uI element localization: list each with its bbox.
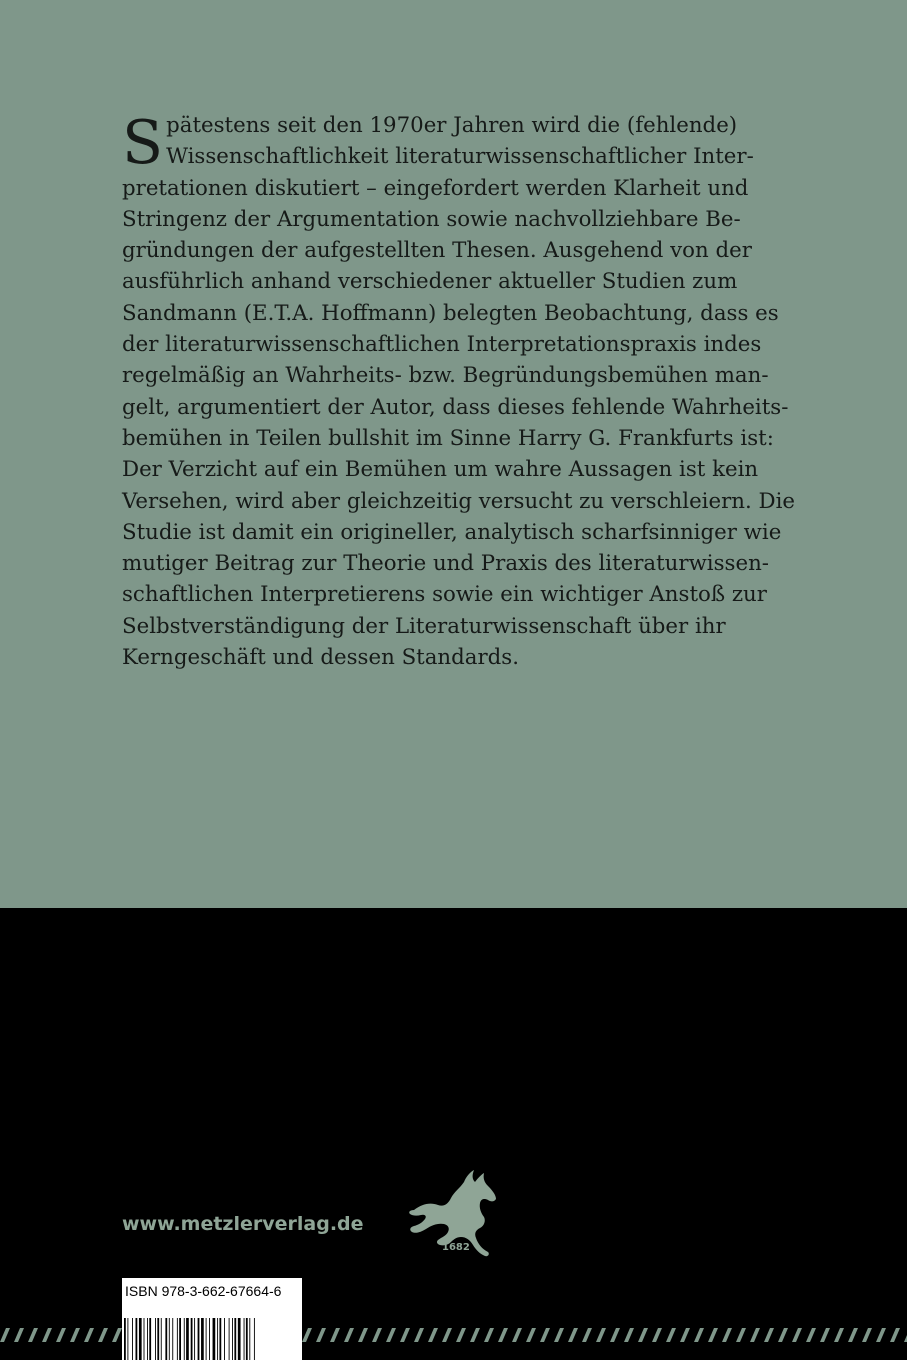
barcode-bar bbox=[194, 1318, 195, 1360]
drop-cap: S bbox=[122, 108, 164, 178]
barcode-bar bbox=[136, 1318, 138, 1360]
border-tick bbox=[330, 1328, 340, 1342]
barcode-bar bbox=[165, 1318, 167, 1360]
isbn-number: ISBN 978-3-662-67664-6 bbox=[125, 1283, 282, 1299]
barcode-bar bbox=[132, 1318, 133, 1360]
barcode-bar bbox=[161, 1318, 162, 1360]
border-tick bbox=[414, 1328, 424, 1342]
barcode-bar bbox=[234, 1318, 236, 1360]
border-tick bbox=[344, 1328, 354, 1342]
barcode-bar bbox=[147, 1318, 148, 1360]
publisher-url[interactable]: www.metzlerverlag.de bbox=[122, 1213, 364, 1235]
barcode-bar bbox=[124, 1318, 126, 1360]
border-tick bbox=[442, 1328, 452, 1342]
barcode-bar bbox=[127, 1318, 128, 1360]
border-tick bbox=[568, 1328, 578, 1342]
border-tick bbox=[666, 1328, 676, 1342]
blurb-line: Der Verzicht auf ein Bemühen um wahre Aussagen ist kein bbox=[122, 457, 759, 483]
blurb-line: ausführlich anhand verschiedener aktueller Studien zum bbox=[122, 269, 738, 295]
border-tick bbox=[610, 1328, 620, 1342]
border-tick bbox=[694, 1328, 704, 1342]
blurb-line: pätestens seit den 1970er Jahren wird die (fehlende) bbox=[166, 113, 738, 138]
barcode-bar bbox=[184, 1318, 185, 1360]
barcode-bar bbox=[244, 1318, 245, 1360]
border-tick bbox=[680, 1328, 690, 1342]
border-tick bbox=[582, 1328, 592, 1342]
blurb-line: Studie ist damit ein origineller, analytisch scharfsinniger wie bbox=[122, 519, 782, 545]
border-tick bbox=[820, 1328, 830, 1342]
blurb-line: der literaturwissenschaftlichen Interpretationspraxis indes bbox=[122, 332, 762, 358]
border-tick bbox=[84, 1328, 94, 1342]
barcode-bar bbox=[229, 1318, 230, 1360]
barcode-bar bbox=[246, 1318, 248, 1360]
barcode-bar bbox=[172, 1318, 173, 1360]
barcode-bar bbox=[186, 1318, 189, 1360]
border-tick bbox=[428, 1328, 438, 1342]
blurb-line: pretationen diskutiert – eingefordert werden Klarheit und bbox=[122, 175, 749, 201]
barcode-bar bbox=[169, 1318, 170, 1360]
border-tick bbox=[512, 1328, 522, 1342]
barcode-bar bbox=[155, 1318, 156, 1360]
border-tick bbox=[554, 1328, 564, 1342]
border-tick bbox=[316, 1328, 326, 1342]
barcode-bar bbox=[191, 1318, 193, 1360]
barcode-bar bbox=[249, 1318, 250, 1360]
logo-year: 1682 bbox=[442, 1242, 470, 1253]
border-tick bbox=[652, 1328, 662, 1342]
barcode-bar bbox=[217, 1318, 218, 1360]
barcode-bar bbox=[177, 1318, 178, 1360]
blurb-line: Stringenz der Argumentation sowie nachvollziehbare Be- bbox=[122, 206, 741, 232]
border-tick bbox=[638, 1328, 648, 1342]
barcode-bar bbox=[144, 1318, 145, 1360]
blurb-line: regelmäßig an Wahrheits- bzw. Begründungsbemühen man- bbox=[122, 363, 769, 389]
border-tick bbox=[792, 1328, 802, 1342]
blurb-line: schaftlichen Interpretierens sowie ein wichtiger Anstoß zur bbox=[122, 582, 767, 608]
barcode-bar bbox=[149, 1318, 151, 1360]
barcode-bar bbox=[157, 1318, 159, 1360]
blurb-line: gelt, argumentiert der Autor, dass dieses fehlende Wahrheits- bbox=[122, 394, 789, 420]
barcode-bar bbox=[232, 1318, 233, 1360]
border-tick bbox=[778, 1328, 788, 1342]
border-tick bbox=[498, 1328, 508, 1342]
border-tick bbox=[750, 1328, 760, 1342]
border-tick bbox=[876, 1328, 886, 1342]
blurb-line: bemühen in Teilen bullshit im Sinne Harry G. Frankfurts ist: bbox=[122, 425, 774, 451]
border-tick bbox=[28, 1328, 38, 1342]
border-tick bbox=[42, 1328, 52, 1342]
border-tick bbox=[112, 1328, 122, 1342]
border-tick bbox=[890, 1328, 900, 1342]
barcode-bar bbox=[179, 1318, 181, 1360]
border-tick bbox=[834, 1328, 844, 1342]
blurb-line: mutiger Beitrag zur Theorie und Praxis des literaturwissen- bbox=[122, 551, 769, 577]
border-tick bbox=[708, 1328, 718, 1342]
barcode-bar bbox=[198, 1318, 200, 1360]
blurb-text bbox=[122, 108, 796, 673]
border-tick bbox=[624, 1328, 634, 1342]
barcode-bar bbox=[201, 1318, 204, 1360]
border-tick bbox=[456, 1328, 466, 1342]
border-tick bbox=[848, 1328, 858, 1342]
border-tick bbox=[484, 1328, 494, 1342]
border-tick bbox=[400, 1328, 410, 1342]
blurb-line: Selbstverständigung der Literaturwissenschaft über ihr bbox=[122, 613, 726, 639]
border-tick bbox=[56, 1328, 66, 1342]
border-tick bbox=[0, 1328, 10, 1342]
border-tick bbox=[70, 1328, 80, 1342]
border-tick bbox=[526, 1328, 536, 1342]
blurb-line: Kerngeschäft und dessen Standards. bbox=[122, 645, 519, 671]
barcode bbox=[122, 1318, 302, 1360]
border-tick bbox=[596, 1328, 606, 1342]
blurb-line: Wissenschaftlichkeit literaturwissenschaftlicher Inter- bbox=[166, 144, 754, 170]
decorative-border-right bbox=[302, 1326, 907, 1342]
border-tick bbox=[540, 1328, 550, 1342]
border-tick bbox=[722, 1328, 732, 1342]
barcode-bar bbox=[213, 1318, 216, 1360]
decorative-border-left bbox=[0, 1326, 122, 1342]
border-tick bbox=[736, 1328, 746, 1342]
border-tick bbox=[806, 1328, 816, 1342]
border-tick bbox=[358, 1328, 368, 1342]
blurb-line: Sandmann (E.T.A. Hoffmann) belegten Beobachtung, dass es bbox=[122, 300, 779, 326]
horse-icon bbox=[404, 1168, 508, 1268]
barcode-bar bbox=[206, 1318, 207, 1360]
border-tick bbox=[98, 1328, 108, 1342]
barcode-bar bbox=[139, 1318, 142, 1360]
blurb-line: gründungen der aufgestellten Thesen. Ausgehend von der bbox=[122, 238, 752, 264]
barcode-bar bbox=[224, 1318, 225, 1360]
border-tick bbox=[764, 1328, 774, 1342]
barcode-bar bbox=[209, 1318, 210, 1360]
blurb-line: Versehen, wird aber gleichzeitig versucht zu verschleiern. Die bbox=[122, 488, 796, 514]
barcode-bar bbox=[254, 1318, 255, 1360]
border-tick bbox=[386, 1328, 396, 1342]
border-tick bbox=[470, 1328, 480, 1342]
border-tick bbox=[372, 1328, 382, 1342]
border-tick bbox=[14, 1328, 24, 1342]
border-tick bbox=[302, 1328, 312, 1342]
border-tick bbox=[862, 1328, 872, 1342]
barcode-bar bbox=[238, 1318, 241, 1360]
barcode-bar bbox=[219, 1318, 221, 1360]
